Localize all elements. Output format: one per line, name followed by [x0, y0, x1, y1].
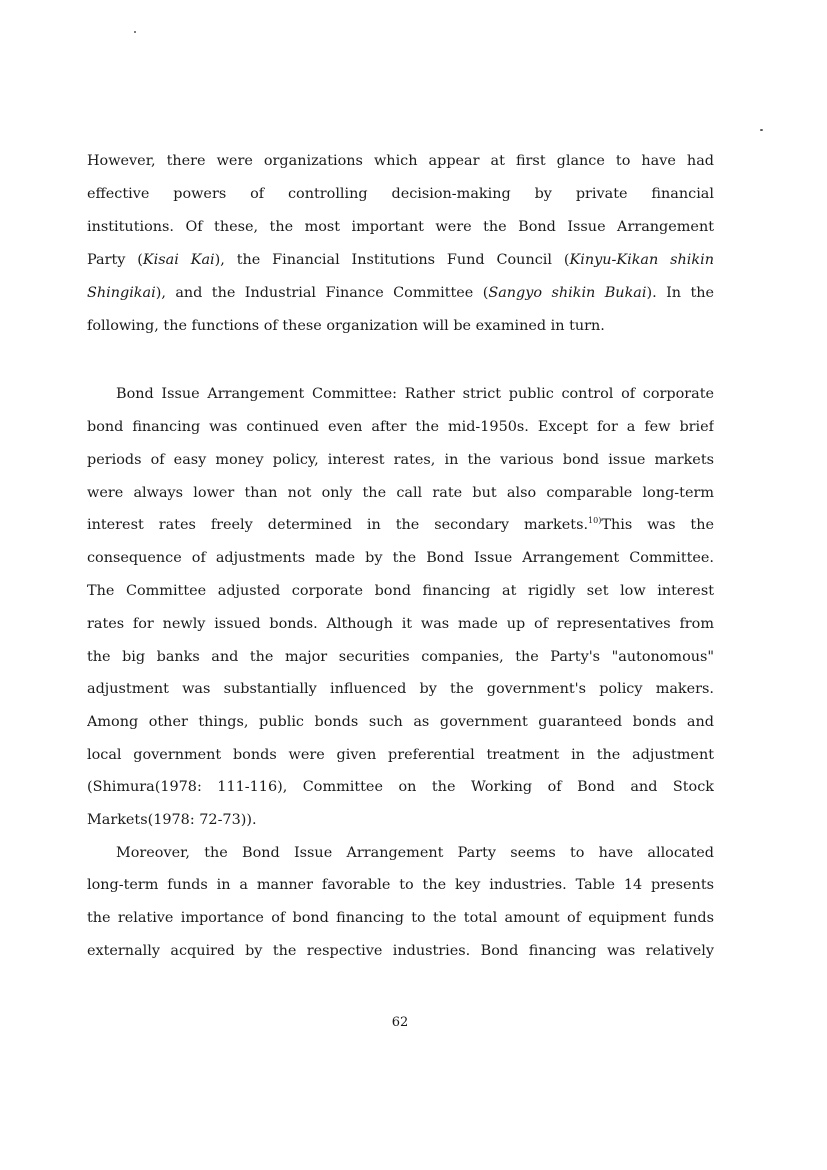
text-line: Among other things, public bonds such as government guaranteed bonds and	[87, 714, 714, 730]
page-number: 62	[391, 1015, 409, 1030]
text-line: consequence of adjustments made by the Bond Issue Arrangement Committee.	[87, 550, 714, 566]
text-line: Moreover, the Bond Issue Arrangement Party seems to have allocated	[116, 845, 714, 861]
text-line: following, the functions of these organization will be examined in turn.	[87, 318, 605, 334]
footnote-marker: 10)	[588, 516, 602, 525]
text-line: bond financing was continued even after the mid-1950s. Except for a few brief	[87, 419, 714, 435]
text-line: adjustment was substantially influenced by the government's policy makers.	[87, 681, 714, 697]
text-line: Shingikai), and the Industrial Finance Committee (Sangyo shikin Bukai). In the	[87, 285, 714, 301]
text-line: interest rates freely determined in the secondary markets.$^{10)}$This was the	[87, 516, 714, 533]
text-line: The Committee adjusted corporate bond financing at rigidly set low interest	[87, 583, 714, 599]
text-line: the relative importance of bond financing to the total amount of equipment funds	[87, 910, 714, 926]
italic-term: Kisai Kai	[142, 252, 215, 268]
scan-speck	[134, 31, 136, 33]
italic-term: Shingikai	[87, 285, 156, 301]
text-line: long-term funds in a manner favorable to the key industries. Table 14 presents	[87, 877, 714, 893]
text-line: were always lower than not only the call rate but also comparable long-term	[87, 485, 714, 501]
text-line: (Shimura(1978: 111-116), Committee on the Working of Bond and Stock	[87, 779, 714, 795]
text-line: rates for newly issued bonds. Although it was made up of representatives from	[87, 616, 714, 632]
scan-speck	[760, 129, 763, 131]
text-line: Markets(1978: 72-73)).	[87, 812, 257, 828]
text-line: However, there were organizations which appear at first glance to have had	[87, 153, 714, 169]
text-line: the big banks and the major securities companies, the Party's "autonomous"	[87, 649, 714, 665]
text-line: periods of easy money policy, interest rates, in the various bond issue markets	[87, 452, 714, 468]
text-line: Party (Kisai Kai), the Financial Institutions Fund Council (Kinyu-Kikan shikin	[87, 252, 714, 268]
text-line: externally acquired by the respective industries. Bond financing was relatively	[87, 943, 714, 959]
italic-term: Kinyu-Kikan shikin	[569, 252, 714, 268]
text-line: Bond Issue Arrangement Committee: Rather strict public control of corporate	[116, 386, 714, 402]
italic-term: Sangyo shikin Bukai	[488, 285, 647, 301]
text-line: institutions. Of these, the most important were the Bond Issue Arrangement	[87, 219, 714, 235]
text-line: local government bonds were given preferential treatment in the adjustment	[87, 747, 714, 763]
text-line: effective powers of controlling decision-making by private financial	[87, 186, 714, 202]
